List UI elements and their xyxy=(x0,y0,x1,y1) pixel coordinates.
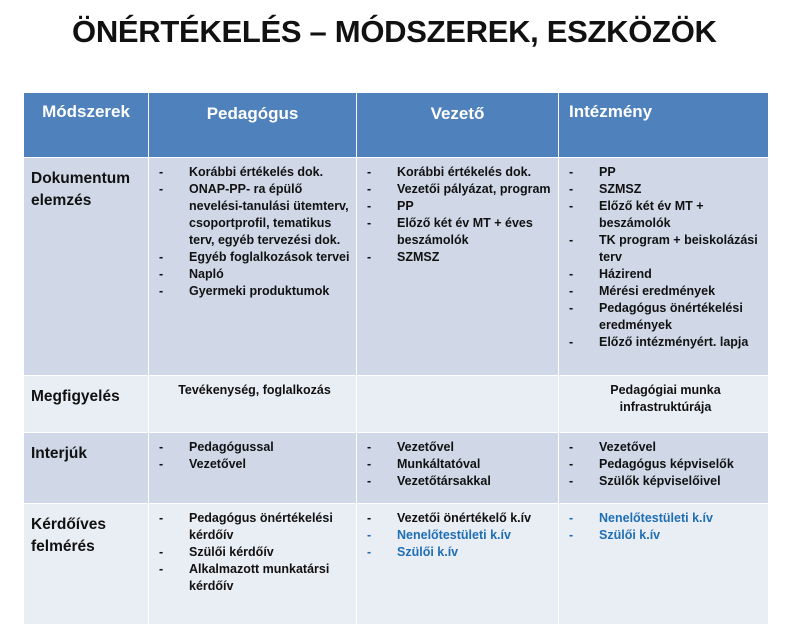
list-item: - Nenelőtestületi k.ív xyxy=(569,511,713,525)
cell-megfigyeles-vezeto xyxy=(357,376,559,433)
header-intezmeny: Intézmény xyxy=(559,93,769,158)
table-row xyxy=(24,376,769,433)
list-item: - Pedagógus önértékelési kérdőív xyxy=(159,511,333,542)
list-item: - Vezetővel xyxy=(569,440,656,454)
list-item: - Szülők képviselőivel xyxy=(569,474,721,488)
cell-interjuk-vezeto xyxy=(357,433,559,504)
cell-kerdoives-vezeto xyxy=(357,504,559,625)
list-item: - Vezetővel xyxy=(159,457,246,471)
list-item: - Korábbi értékelés dok. xyxy=(159,165,324,179)
list-item: - SZMSZ xyxy=(367,250,440,264)
header-row xyxy=(24,93,769,158)
list-kerdoives-pedagogus xyxy=(159,510,350,595)
list-item: - Vezetővel xyxy=(367,440,454,454)
cell-interjuk-pedagogus xyxy=(149,433,357,504)
cell-megfigyeles-pedagogus: Tevékenység, foglalkozás xyxy=(149,376,357,433)
list-item: - Pedagógus önértékelési eredmények xyxy=(569,301,743,332)
list-dokumentum-pedagogus xyxy=(159,164,350,300)
list-interjuk-vezeto xyxy=(367,439,552,490)
list-item: - Mérési eredmények xyxy=(569,284,716,298)
table-row xyxy=(24,158,769,376)
header-pedagogus: Pedagógus xyxy=(149,93,357,158)
list-item: - PP xyxy=(367,199,414,213)
cell-dokumentum-intezmeny xyxy=(559,158,769,376)
methods-table xyxy=(23,92,769,625)
list-item: - Pedagógus képviselők xyxy=(569,457,734,471)
list-dokumentum-intezmeny xyxy=(569,164,762,351)
list-item: - Előző két év MT + éves beszámolók xyxy=(367,216,533,247)
list-item: - SZMSZ xyxy=(569,182,642,196)
list-item: - Vezetői pályázat, program xyxy=(367,182,551,196)
list-interjuk-intezmeny xyxy=(569,439,762,490)
page-title: ÖNÉRTÉKELÉS – MÓDSZEREK, ESZKÖZÖK xyxy=(72,14,717,49)
list-kerdoives-vezeto xyxy=(367,510,552,561)
list-item: - TK program + beiskolázási terv xyxy=(569,233,758,264)
cell-kerdoives-pedagogus xyxy=(149,504,357,625)
row-label-kerdoives: Kérdőíves felmérés xyxy=(24,504,149,625)
list-item: - Alkalmazott munkatársi kérdőív xyxy=(159,562,330,593)
list-item: - Gyermeki produktumok xyxy=(159,284,330,298)
cell-dokumentum-vezeto xyxy=(357,158,559,376)
list-item: - Házirend xyxy=(569,267,652,281)
list-item: - Vezetői önértékelő k.ív xyxy=(367,511,532,525)
table-row xyxy=(24,504,769,625)
list-item: - Előző intézményért. lapja xyxy=(569,335,749,349)
row-label-megfigyeles: Megfigyelés xyxy=(24,376,149,433)
list-dokumentum-vezeto xyxy=(367,164,552,266)
cell-megfigyeles-intezmeny: Pedagógiai munka infrastruktúrája xyxy=(559,376,769,433)
row-label-dokumentum: Dokumentum elemzés xyxy=(24,158,149,376)
list-item: - Előző két év MT + beszámolók xyxy=(569,199,704,230)
list-item: - Munkáltatóval xyxy=(367,457,481,471)
list-item: - Vezetőtársakkal xyxy=(367,474,491,488)
list-item: - Korábbi értékelés dok. xyxy=(367,165,532,179)
cell-interjuk-intezmeny xyxy=(559,433,769,504)
list-item: - Szülői k.ív xyxy=(367,545,459,559)
list-item: - Nenelőtestületi k.ív xyxy=(367,528,511,542)
header-vezeto: Vezető xyxy=(357,93,559,158)
list-item: - ONAP-PP- ra épülő nevelési-tanulási ütemterv, csoportprofil, tematikus terv, egyéb tervezési dok. xyxy=(159,182,349,247)
cell-kerdoives-intezmeny xyxy=(559,504,769,625)
list-item: - Pedagógussal xyxy=(159,440,274,454)
list-interjuk-pedagogus xyxy=(159,439,350,473)
header-modszerek: Módszerek xyxy=(24,93,149,158)
list-item: - Egyéb foglalkozások tervei xyxy=(159,250,350,264)
list-item: - Napló xyxy=(159,267,224,281)
table-row xyxy=(24,433,769,504)
list-kerdoives-intezmeny xyxy=(569,510,762,544)
cell-dokumentum-pedagogus xyxy=(149,158,357,376)
row-label-interjuk: Interjúk xyxy=(24,433,149,504)
list-item: - Szülői k.ív xyxy=(569,528,661,542)
list-item: - Szülői kérdőív xyxy=(159,545,274,559)
list-item: - PP xyxy=(569,165,616,179)
